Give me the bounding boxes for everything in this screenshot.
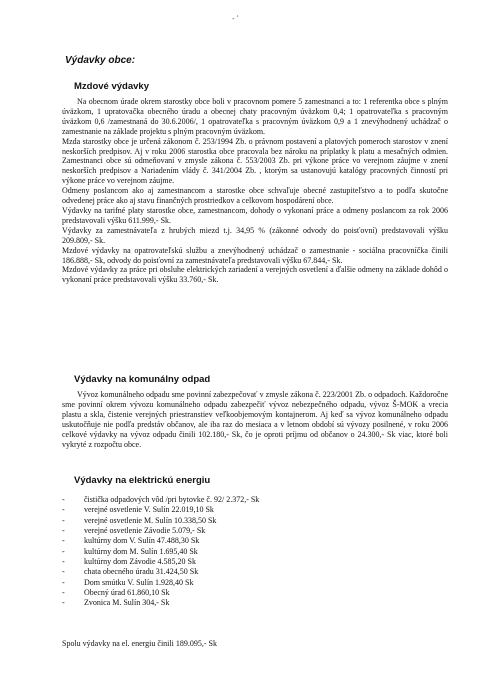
list-item: - verejné osvetlenie Závodie 5.079,- Sk [62,526,448,536]
electricity-heading: Výdavky na elektrickú energiu [74,475,211,486]
list-item: - kultúrny dom M. Sulín 1.695,40 Sk [62,547,448,557]
waste-paragraph: Vývoz komunálneho odpadu sme povinní zabezpečovať v zmysle zákona č. 223/2001 Zb. o odpadoch. Každoročne sme povinní okrem vývozu komunálneho odpadu zabezpečiť vývoz nebezpečného odpadu, vývoz Š-MOK a vrecia plastu a skla, čistenie verejných priestranstiev veľkoobjemovým kontajnerom. Aj keď sa vývoz komunálneho odpadu uskutočňuje nie podľa predstáv občanov, ale iba raz do mesiaca a v letnom období sú vývozy posilnené, v roku 2006 celkové výdavky na vývoz odpadu činili 102.180,- Sk, čo je oproti príjmu od občanov o 24.300,- Sk viac, ktoré boli vykryté z rozpočtu obce. [62,390,448,449]
list-item: - Obecný úrad 61.860,10 Sk [62,588,448,598]
wages-paragraph-levies: Výdavky za zamestnávateľa z hrubých miezd t.j. 34,95 % (zákonné odvody do poisťovní) predstavovali výšku 209.809,- Sk. [62,225,448,245]
section-title: Výdavky obce: [65,55,136,66]
wages-heading: Mzdové výdavky [74,81,149,92]
wages-paragraph-tariff: Výdavky na tarifné platy starostke obce, zamestnancom, dohody o vykonaní práce a odmeny poslancom za rok 2006 predstavovali výšku 611.999,- Sk. [62,205,448,225]
wages-paragraph-salary-rules: Mzda starostky obce je určená zákonom č. 253/1994 Zb. o právnom postavení a platových pomeroch starostov v znení neskorších predpisov. Aj v roku 2006 starostka obce pracovala bez nároku na príplatky k platu a mesačných odmien. Zamestnanci obce sú odmeňovaní v zmysle zákona č. 553/2003 Zb. pri výkone práce vo verejnom záujme v znení neskorších predpisov a Nariadením vlády č. 341/2004 Zb. , ktorým sa ustanovujú katalógy pracovných činností pri výkone práce vo verejnom záujme. [62,136,448,186]
list-item: - Zvonica M. Sulín 304,- Sk [62,598,448,608]
list-item: - Dom smútku V. Sulín 1.928,40 Sk [62,578,448,588]
waste-heading: Výdavky na komunálny odpad [74,374,211,385]
page-mark: - ‘ [232,14,239,23]
list-item: - chata obecného úradu 31.424,50 Sk [62,567,448,577]
wages-paragraph-employees: Na obecnom úrade okrem starostky obce boli v pracovnom pomere 5 zamestnanci a to: 1 referentka obce s plným úväzkom, 1 upratovačka obecného úradu a obecnej chaty pracovným úväzkom 0,4; 1 opatrovateľka s pracovným úväzkom 0,6 /zamestnaná do 30.6.2006/, 1 opatrovateľka s pracovným úväzkom 0,9 a 1 znevýhodnený uchádzač o zamestnanie na základe projektu s plným pracovným úväzkom. [62,97,448,136]
list-item: - kultúrny dom V. Sulín 47.488,30 Sk [62,536,448,546]
list-item: - verejné osvetlenie M. Sulín 10.338,50 Sk [62,516,448,526]
electricity-total: Spolu výdavky na el. energiu činili 189.095,- Sk [62,639,217,648]
wages-text [62,97,448,285]
list-item: - verejné osvetlenie V. Sulín 22.019,10 Sk [62,505,448,515]
list-item: - čistička odpadových vôd /pri bytovke č. 92/ 2.372,- Sk [62,495,448,505]
wages-paragraph-electrical: Mzdové výdavky za práce pri obsluhe elektrických zariadení a verejných osvetlení a ďalšie odmeny na základe dohôd o vykonaní práce predstavovali výšku 33.760,- Sk. [62,265,448,285]
wages-paragraph-care-service: Mzdové výdavky na opatrovateľskú službu a znevýhodnený uchádzač o zamestnanie - sociálna pracovníčka činili 186.888,- Sk, odvody do poisťovní za zamestnávateľa predstavovali výšku 67.844,- Sk. [62,245,448,265]
waste-text [62,390,448,449]
electricity-list [62,495,448,609]
wages-paragraph-bonuses: Odmeny poslancom ako aj zamestnancom a starostke obce schvaľuje obecné zastupiteľstvo a to podľa skutočne odvedenej práce ako aj stavu finančných prostriedkov a celkovom hospodárení obce. [62,186,448,206]
list-item: - kultúrny dom Závodie 4.585,20 Sk [62,557,448,567]
